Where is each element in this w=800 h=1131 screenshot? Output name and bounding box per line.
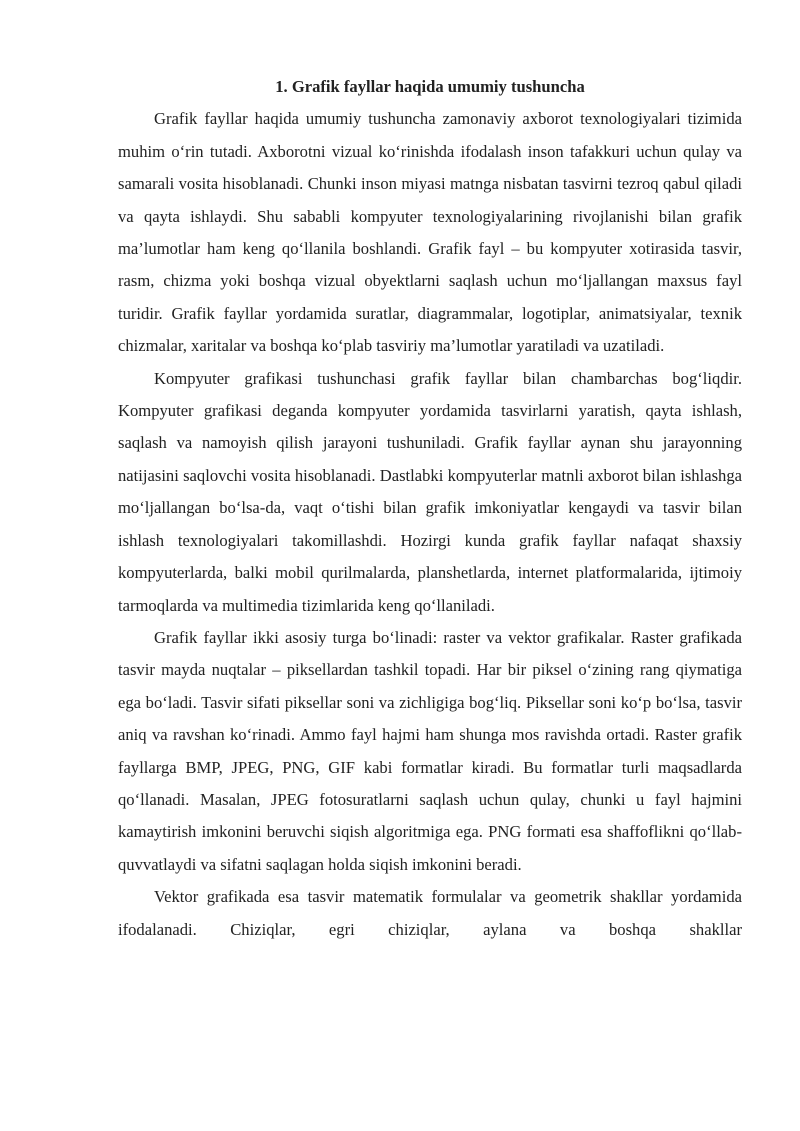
- paragraph-1: Grafik fayllar haqida umumiy tushuncha zamonaviy axborot texnologiyalari tizimida muhim o‘rin tutadi. Axborotni vizual ko‘rinishda ifodalash inson tafakkuri uchun qulay va samarali vosita hisoblanadi. Chunki inson miyasi matnga nisbatan tasvirni tezroq qabul qiladi va qayta ishlaydi. Shu sababli kompyuter texnologiyalarining rivojlanishi bilan grafik ma’lumotlar ham keng qo‘llanila boshlandi. Grafik fayl – bu kompyuter xotirasida tasvir, rasm, chizma yoki boshqa vizual obyektlarni saqlash uchun mo‘ljallangan maxsus fayl turidir. Grafik fayllar yordamida suratlar, diagrammalar, logotiplar, animatsiyalar, texnik chizmalar, xaritalar va boshqa ko‘plab tasviriy ma’lumotlar yaratiladi va uzatiladi.: [118, 109, 742, 356]
- paragraph-2: Kompyuter grafikasi tushunchasi grafik fayllar bilan chambarchas bog‘liqdir. Kompyuter grafikasi deganda kompyuter yordamida tasvirlarni yaratish, qayta ishlash, saqlash va namoyish qilish jarayoni tushuniladi. Grafik fayllar aynan shu jarayonning natijasini saqlovchi vosita hisoblanadi. Dastlabki kompyuterlar matnli axborot bilan ishlashga mo‘ljallangan bo‘lsa-da, vaqt o‘tishi bilan grafik imkoniyatlar kengaydi va tasvir bilan ishlash texnologiyalari takomillashdi. Hozirgi kunda grafik fayllar nafaqat shaxsiy kompyuterlarda, balki mobil qurilmalarda, planshetlarda, internet platformalarida, ijtimoiy tarmoqlarda va multimedia tizimlarida keng qo‘llaniladi.: [118, 368, 742, 615]
- section-title: 1. Grafik fayllar haqida umumiy tushuncha: [275, 77, 585, 96]
- paragraph-3: Grafik fayllar ikki asosiy turga bo‘linadi: raster va vektor grafikalar. Raster grafikada tasvir mayda nuqtalar – piksellardan tashkil topadi. Har bir piksel o‘zining rang qiymatiga ega bo‘ladi. Tasvir sifati piksellar soni va zichligiga bog‘liq. Piksellar soni ko‘p bo‘lsa, tasvir aniq va ravshan ko‘rinadi. Ammo fayl hajmi ham shunga mos ravishda ortadi. Raster grafik fayllarga BMP, JPEG, PNG, GIF kabi formatlar kiradi. Bu formatlar turli maqsadlarda qo‘llanadi. Masalan, JPEG fotosuratlarni saqlash uchun qulay, chunki u fayl hajmini kamaytirish imkonini beruvchi siqish algoritmiga ega. PNG formati esa shaffoflikni qo‘llab-quvvatlaydi va sifatni saqlagan holda siqish imkonini beradi.: [118, 627, 742, 874]
- document-body: [118, 71, 742, 946]
- paragraph-4: Vektor grafikada esa tasvir matematik formulalar va geometrik shakllar yordamida ifodalanadi. Chiziqlar, egri chiziqlar, aylana va boshqa shakllar: [118, 887, 742, 939]
